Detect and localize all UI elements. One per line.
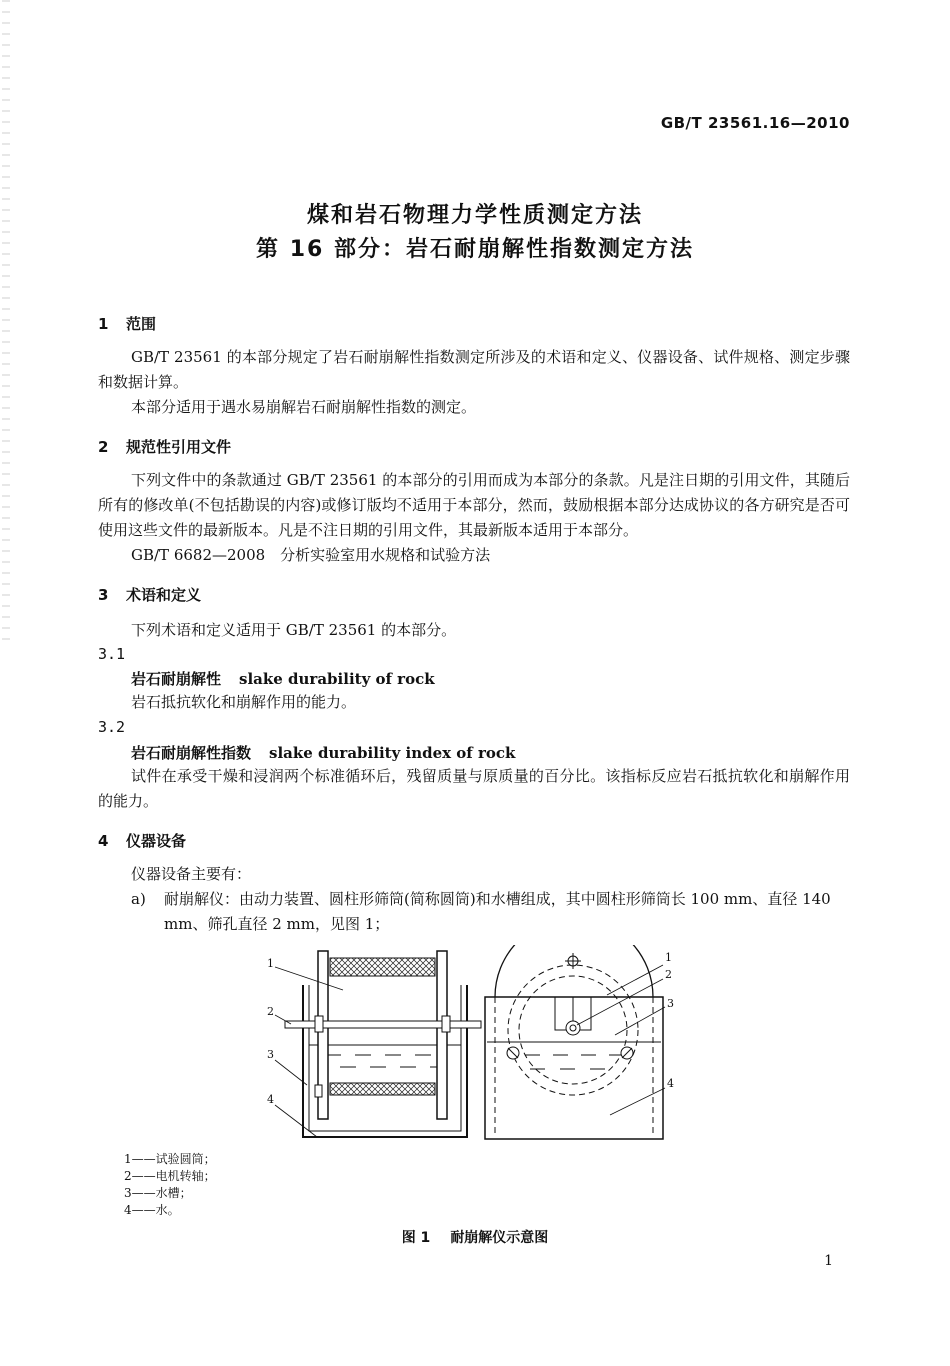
callout-1-left: 1 — [267, 957, 274, 970]
section-number: 3 — [98, 586, 109, 604]
term-en: slake durability of rock — [239, 670, 435, 688]
term-3-2-definition: 试件在承受干燥和浸润两个标准循环后，残留质量与原质量的百分比。该指标反应岩石抵抗软化和崩解作用的能力。 — [98, 767, 850, 810]
section-1-heading — [98, 313, 156, 334]
legend-item: 2——电机转轴； — [124, 1169, 216, 1183]
callout-3-left: 3 — [267, 1048, 274, 1061]
section-number: 4 — [98, 832, 109, 850]
list-item-a — [131, 887, 851, 937]
section-4-heading — [98, 830, 186, 851]
legend-item: 4——水。 — [124, 1203, 180, 1217]
normative-reference: GB/T 6682—2008 分析实验室用水规格和试验方法 — [131, 546, 491, 564]
document-title-line1: 煤和岩石物理力学性质测定方法 — [306, 203, 643, 228]
section-title: 规范性引用文件 — [126, 438, 232, 456]
term-en: slake durability index of rock — [269, 744, 516, 762]
section-number: 2 — [98, 438, 109, 456]
section-1-para1: GB/T 23561 的本部分规定了岩石耐崩解性指数测定所涉及的术语和定义、仪器设备、试件规格、测定步骤和数据计算。 — [98, 348, 850, 391]
legend-item: 3——水槽； — [124, 1186, 192, 1200]
slake-durability-apparatus-diagram — [255, 945, 695, 1150]
list-item-text: 耐崩解仪：由动力装置、圆柱形筛筒(简称圆筒)和水槽组成，其中圆柱形筛筒长 100 mm、直径 140 mm、筛孔直径 2 mm，见图 1； — [164, 890, 831, 933]
section-2-heading — [98, 436, 231, 457]
page-number: 1 — [824, 1253, 833, 1269]
section-title: 范围 — [126, 315, 157, 333]
callout-2-left: 2 — [267, 1005, 274, 1018]
term-3-2 — [131, 742, 515, 763]
list-marker: a) — [131, 890, 146, 908]
side-view — [275, 951, 481, 1137]
term-3-1-number: 3.1 — [98, 645, 126, 663]
section-4-intro: 仪器设备主要有： — [131, 865, 252, 883]
scan-edge-artifact — [2, 0, 10, 640]
standard-number: GB/T 23561.16—2010 — [660, 114, 850, 132]
callout-3-right: 3 — [667, 997, 674, 1010]
term-3-2-number: 3.2 — [98, 718, 126, 736]
term-3-1-definition: 岩石抵抗软化和崩解作用的能力。 — [131, 693, 357, 711]
figure-label: 图 1 — [401, 1230, 431, 1246]
figure-title: 耐崩解仪示意图 — [450, 1230, 549, 1246]
term-zh: 岩石耐崩解性指数 — [131, 744, 252, 762]
section-number: 1 — [98, 315, 109, 333]
callout-1-right: 1 — [665, 951, 672, 964]
section-title: 术语和定义 — [126, 586, 202, 604]
figure-caption — [0, 1227, 950, 1247]
section-title: 仪器设备 — [126, 832, 187, 850]
section-3-intro: 下列术语和定义适用于 GB/T 23561 的本部分。 — [131, 621, 457, 639]
term-zh: 岩石耐崩解性 — [131, 670, 222, 688]
legend-item: 1——试验圆筒； — [124, 1152, 216, 1166]
callout-4-left: 4 — [267, 1093, 274, 1106]
section-3-heading — [98, 584, 201, 605]
section-2-para1: 下列文件中的条款通过 GB/T 23561 的本部分的引用而成为本部分的条款。凡是注日期的引用文件，其随后所有的修改单(不包括勘误的内容)或修订版均不适用于本部分，然而，鼓励根据本部分达成协议的各方研究是否可使用这些文件的最新版本。凡是不注日期的引用文件，其最新版本适用于本部分。 — [98, 471, 850, 539]
figure-legend — [124, 1151, 216, 1219]
term-3-1 — [131, 668, 435, 689]
section-1-para2: 本部分适用于遇水易崩解岩石耐崩解性指数的测定。 — [131, 398, 477, 416]
end-view — [485, 945, 665, 1139]
callout-2-right: 2 — [665, 968, 672, 981]
callout-4-right: 4 — [667, 1077, 674, 1090]
document-title-line2: 第 16 部分：岩石耐崩解性指数测定方法 — [256, 237, 694, 262]
